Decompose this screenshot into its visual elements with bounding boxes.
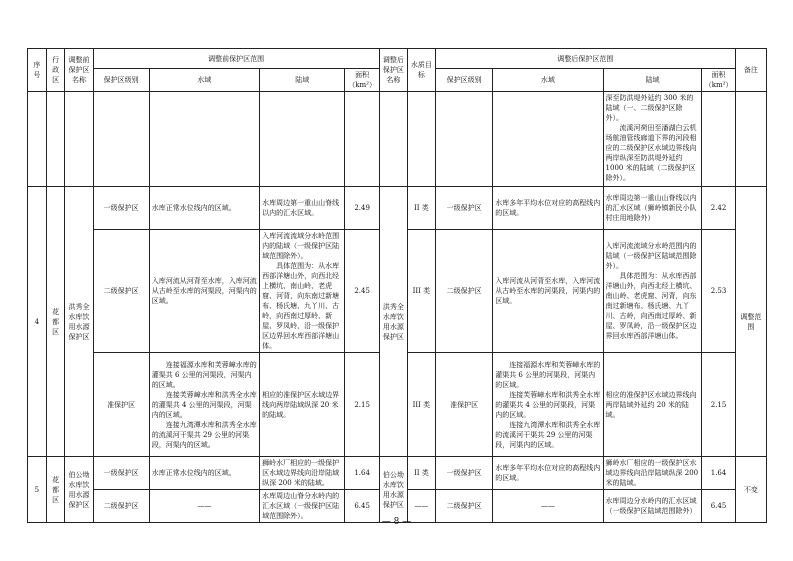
row4-remark: 调整范围 bbox=[735, 187, 766, 457]
header-name-before: 调整前保护区名称 bbox=[65, 49, 93, 92]
header-area: 面积（km²） bbox=[345, 69, 379, 92]
header-name-after: 调整后保护区名称 bbox=[379, 49, 407, 92]
row4-water2: 水库多年平均水位对应的高程线内的区域。 bbox=[493, 187, 603, 230]
row4-land2: 入库河流流域分水岭范围内的陆域（一级保护区陆域范围除外）。 具体范围为：从水库西部洋塘山外，向西北经上横坑、南山岭、老虎窟、河背，向东南过新塘布、杨氏塘、九丫川、古岭，向西南过厚岭、新屋、罗凤岭，沿一级保护区边界回水库西部洋塘山体。 bbox=[603, 230, 702, 353]
page-number: — 8 — bbox=[381, 517, 412, 527]
row5-water2: —— bbox=[493, 490, 603, 523]
row4-level: 一级保护区 bbox=[93, 187, 149, 230]
header-before-group: 调整前保护区范围 bbox=[93, 49, 379, 69]
row4-name-after: 洪秀全水库饮用水源保护区 bbox=[379, 187, 407, 457]
header-seq: 序号 bbox=[28, 49, 47, 92]
header-water2: 水域 bbox=[493, 69, 603, 92]
table-row bbox=[28, 457, 767, 490]
row5-quality: II 类 bbox=[407, 457, 435, 490]
row4-quality: III 类 bbox=[407, 353, 435, 457]
row4-land: 相应的准保护区水域边界线向两岸陆域纵深 20 米的陆域。 bbox=[260, 353, 345, 457]
row4-level: 二级保护区 bbox=[93, 230, 149, 353]
row4-area2: 2.15 bbox=[702, 353, 735, 457]
row4-name-before: 洪秀全水库饮用水源保护区 bbox=[65, 187, 93, 457]
row4-area: 2.49 bbox=[345, 187, 379, 230]
row4-water: 入库河流从河背至水库，入库河流从古岭至水库的河渠段，河渠内的区域。 bbox=[149, 230, 259, 353]
header-level2: 保护区级别 bbox=[435, 69, 492, 92]
row4-area: 2.15 bbox=[345, 353, 379, 457]
row5-level2: 一级保护区 bbox=[435, 457, 492, 490]
cont-land-after: 深至防洪堤外延约 300 米的陆域（一、二级保护区除外）。 流溪河荷田至潘湖白云机场航油管线廊道下界的河段相应的二级保护区水域边界线向两岸纵深至防洪堤外延约 1000 米的陆域（二级保护区除外）。 bbox=[603, 92, 702, 187]
header-row-1 bbox=[28, 49, 767, 69]
row4-level: 准保护区 bbox=[93, 353, 149, 457]
row5-quality: —— bbox=[407, 490, 435, 523]
row5-water2: 水库多年平均水位对应的高程线内的区域。 bbox=[493, 457, 603, 490]
header-district: 行政区 bbox=[46, 49, 65, 92]
row5-remark: 不变 bbox=[735, 457, 766, 523]
header-land: 陆域 bbox=[260, 69, 345, 92]
header-water: 水域 bbox=[149, 69, 259, 92]
header-area2: 面积（km²） bbox=[702, 69, 735, 92]
row5-land2: 狮岭水厂相应的一级保护区水域边界线向沿岸陆域纵深 200 米的陆域。 bbox=[603, 457, 702, 490]
row4-district: 花都区 bbox=[46, 187, 65, 457]
row4-land: 水库周边第一重山山脊线以内的汇水区域。 bbox=[260, 187, 345, 230]
row4-water: 连接福源水库和芙蓉嶂水库的灌渠共 6 公里的河渠段，河渠内的区域。 连接芙蓉嶂水库和洪秀全水库的灌渠共 4 公里的河渠段，河渠内的区域。 连接九湾潭水库和洪秀全水库的流溪河干渠共 29 公里的河渠段，河渠内的区域。 bbox=[149, 353, 259, 457]
header-land2: 陆域 bbox=[603, 69, 702, 92]
row4-land: 入库河流流域分水岭范围内的陆域（一级保护区陆域范围除外）。 具体范围为：从水库西部洋塘山外，向西北经上横坑、南山岭、老虎窟、河背，向东南过新塘布、杨氏塘、九丫川、古岭，向西南过厚岭、新屋、罗凤岭，沿一级保护区边界回水库西部洋塘山体。 bbox=[260, 230, 345, 353]
row5-area2: 6.45 bbox=[702, 490, 735, 523]
row5-seq: 5 bbox=[28, 457, 47, 523]
row4-water2: 连接福源水库和芙蓉嶂水库的灌渠共 6 公里的河渠段，河渠内的区域。 连接芙蓉嶂水库和洪秀全水库的灌渠共 4 公里的河渠段，河渠内的区域。 连接九湾潭水库和洪秀全水库的流溪河干渠共 29 公里的河渠段，河渠内的区域。 bbox=[493, 353, 603, 457]
row4-area: 2.45 bbox=[345, 230, 379, 353]
table-row bbox=[28, 187, 767, 230]
row5-land: 狮岭水厂相应的一级保护区水域边界线向沿岸陆域纵深 200 米的陆域。 bbox=[260, 457, 345, 490]
row5-water: —— bbox=[149, 490, 259, 523]
row5-level: 一级保护区 bbox=[93, 457, 149, 490]
header-remark: 备注 bbox=[735, 49, 766, 92]
row5-land2: 水库周边分水岭内的汇水区域（一级保护区陆域范围除外） bbox=[603, 490, 702, 523]
row4-area2: 2.53 bbox=[702, 230, 735, 353]
row4-level2: 二级保护区 bbox=[435, 230, 492, 353]
row4-area2: 2.42 bbox=[702, 187, 735, 230]
row5-district: 花都区 bbox=[46, 457, 65, 523]
row4-water2: 入库河流从河背至水库，入库河流从古岭至水库的河渠段，河渠内的区域。 bbox=[493, 230, 603, 353]
continuation-row bbox=[28, 92, 767, 187]
row4-quality: II 类 bbox=[407, 187, 435, 230]
row5-name-after: 伯公坳水库饮用水源保护区 bbox=[379, 457, 407, 523]
header-level: 保护区级别 bbox=[93, 69, 149, 92]
row5-area: 1.64 bbox=[345, 457, 379, 490]
row4-land2: 相应的准保护区水域边界线向两岸陆域外延约 20 米的陆域。 bbox=[603, 353, 702, 457]
row5-area: 6.45 bbox=[345, 490, 379, 523]
row5-level2: 二级保护区 bbox=[435, 490, 492, 523]
row4-seq: 4 bbox=[28, 187, 47, 457]
row4-water: 水库正常水位线内的区域。 bbox=[149, 187, 259, 230]
row4-quality: III 类 bbox=[407, 230, 435, 353]
row4-level2: 准保护区 bbox=[435, 353, 492, 457]
row5-water: 水库正常水位线内的区域。 bbox=[149, 457, 259, 490]
protection-zone-table bbox=[27, 48, 767, 523]
row4-level2: 一级保护区 bbox=[435, 187, 492, 230]
row4-land2: 水库周边第一重山山脊线以内的汇水区域（狮岭镇新民小队村庄用地除外） bbox=[603, 187, 702, 230]
row5-level: 二级保护区 bbox=[93, 490, 149, 523]
row5-area2: 1.64 bbox=[702, 457, 735, 490]
header-quality: 水质目标 bbox=[407, 49, 435, 92]
row5-name-before: 伯公坳水库饮用水源保护区 bbox=[65, 457, 93, 523]
header-after-group: 调整后保护区范围 bbox=[435, 49, 735, 69]
row5-land: 水库周边山脊分水岭内的汇水区域（一级保护区陆域范围除外）。 bbox=[260, 490, 345, 523]
